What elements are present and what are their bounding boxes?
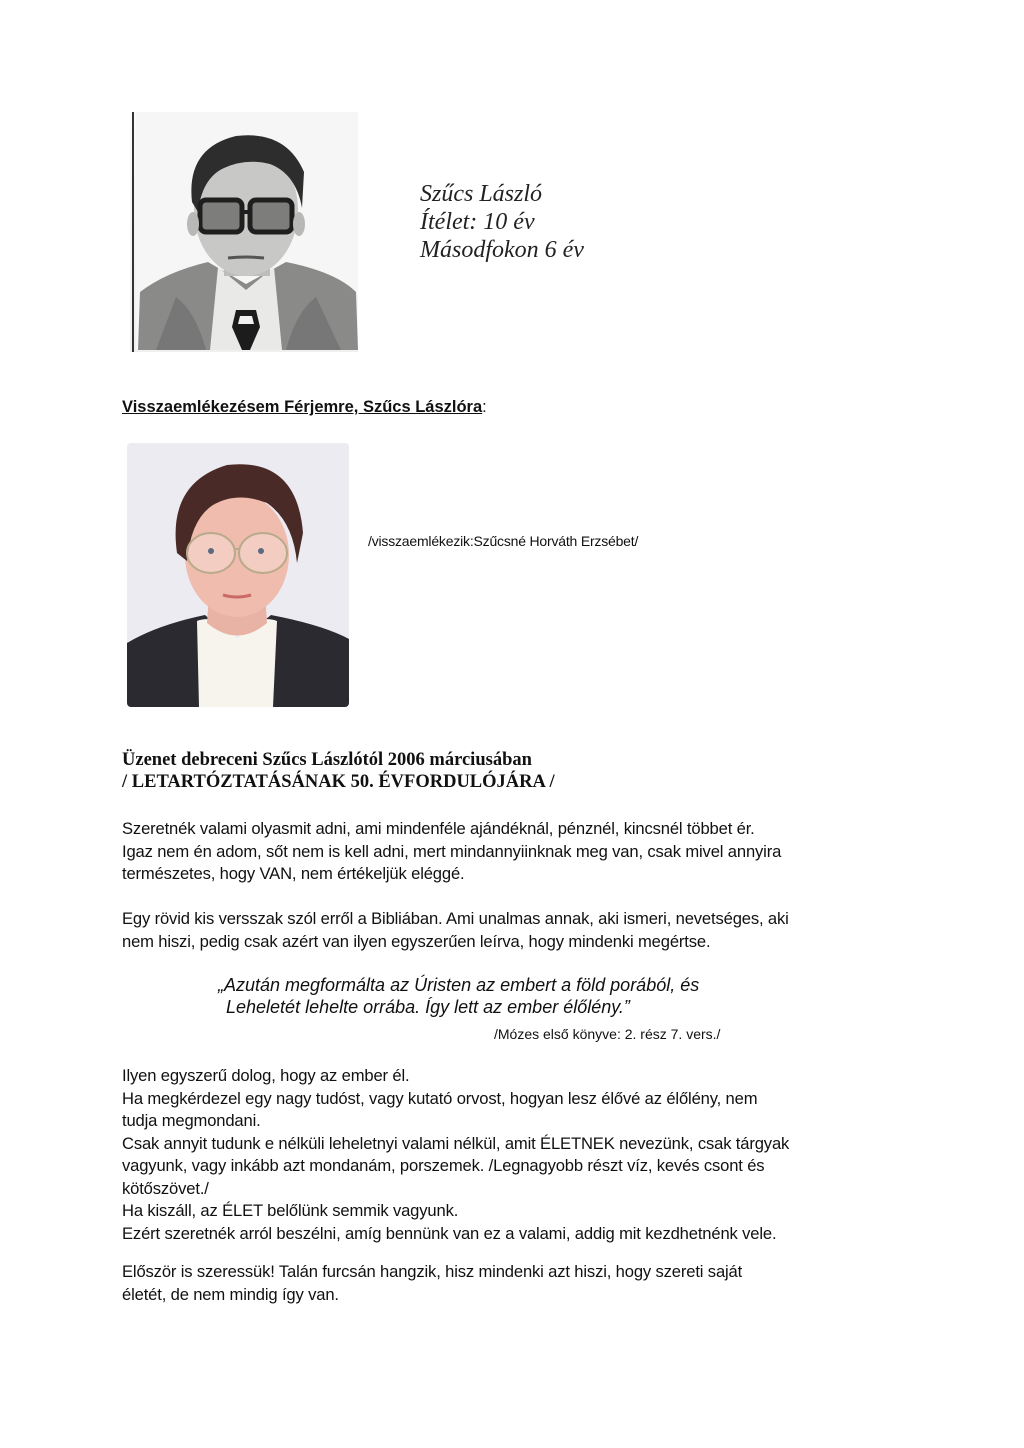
text-line: Csak annyit tudunk e nélküli leheletnyi valami nélkül, amit ÉLETNEK nevezünk, csak tárgyak [122,1133,790,1153]
section-heading-colon: : [482,398,487,416]
text-line: nem hiszi, pedig csak azért van ilyen egyszerűen leírva, hogy mindenki megértse. [122,931,711,951]
text-line: Igaz nem én adom, sőt nem is kell adni, mert mindannyiinknak meg van, csak mivel annyira [122,841,782,861]
caption-appeal: Másodfokon 6 év [420,237,584,263]
text-line: vagyunk, vagy inkább azt mondanám, porszemek. /Legnagyobb részt víz, kevés csont és [122,1156,765,1175]
man-portrait-illustration [136,112,358,350]
text-line: életét, de nem mindig így van. [122,1284,339,1304]
text-line: kötőszövet./ [122,1178,209,1198]
text-line: Egy rövid kis versszak szól erről a Bibliában. Ami unalmas annak, aki ismeri, nevetséges, aki [122,909,789,928]
woman-portrait-illustration [127,443,349,707]
portrait-photo-woman [127,443,349,707]
bible-quote [218,974,699,1018]
text-line: Ha megkérdezel egy nagy tudóst, vagy kutató orvost, hogyan lesz élővé az élőlény, nem [122,1088,758,1108]
text-line: Ha kiszáll, az ÉLET belőlünk semmik vagyunk. [122,1201,459,1220]
quote-line2: Leheletét lehelte orrába. Így lett az ember élőlény.” [226,997,630,1017]
text-line: Ezért szeretnék arról beszélni, amíg bennünk van ez a valami, addig mit kezdhetnénk vele. [122,1223,777,1243]
reminiscer-attribution: /visszaemlékezik:Szűcsné Horváth Erzsébet/ [368,533,639,549]
caption-name: Szűcs László [420,181,543,207]
message-title-line2: / LETARTÓZTATÁSÁNAK 50. ÉVFORDULÓJÁRA / [122,772,555,792]
section-heading-text: Visszaemlékezésem Férjemre, Szűcs Lászlóra [122,398,483,416]
paragraph-2 [122,908,922,953]
text-line: Szeretnék valami olyasmit adni, ami mindenféle ajándéknál, pénznél, kincsnél többet ér. [122,819,755,838]
man-caption [420,180,584,264]
photo-edge [132,112,134,352]
quote-reference: /Mózes első könyve: 2. rész 7. vers./ [494,1026,721,1042]
text-line: Először is szeressük! Talán furcsán hangzik, hisz mindenki azt hiszi, hogy szereti saját [122,1262,743,1281]
text-line: természetes, hogy VAN, nem értékeljük eléggé. [122,864,465,883]
paragraph-3 [122,1065,922,1245]
text-line: tudja megmondani. [122,1111,261,1130]
caption-sentence: Ítélet: 10 év [420,209,535,235]
paragraph-4 [122,1261,922,1306]
portrait-photo-man [130,112,358,352]
section-heading [122,398,487,417]
quote-line1: „Azután megformálta az Úristen az embert a föld porából, és [218,975,700,995]
text-line: Ilyen egyszerű dolog, hogy az ember él. [122,1066,410,1085]
message-title-line1: Üzenet debreceni Szűcs Lászlótól 2006 márciusában [122,750,532,770]
message-title [122,749,555,793]
paragraph-1 [122,818,922,886]
